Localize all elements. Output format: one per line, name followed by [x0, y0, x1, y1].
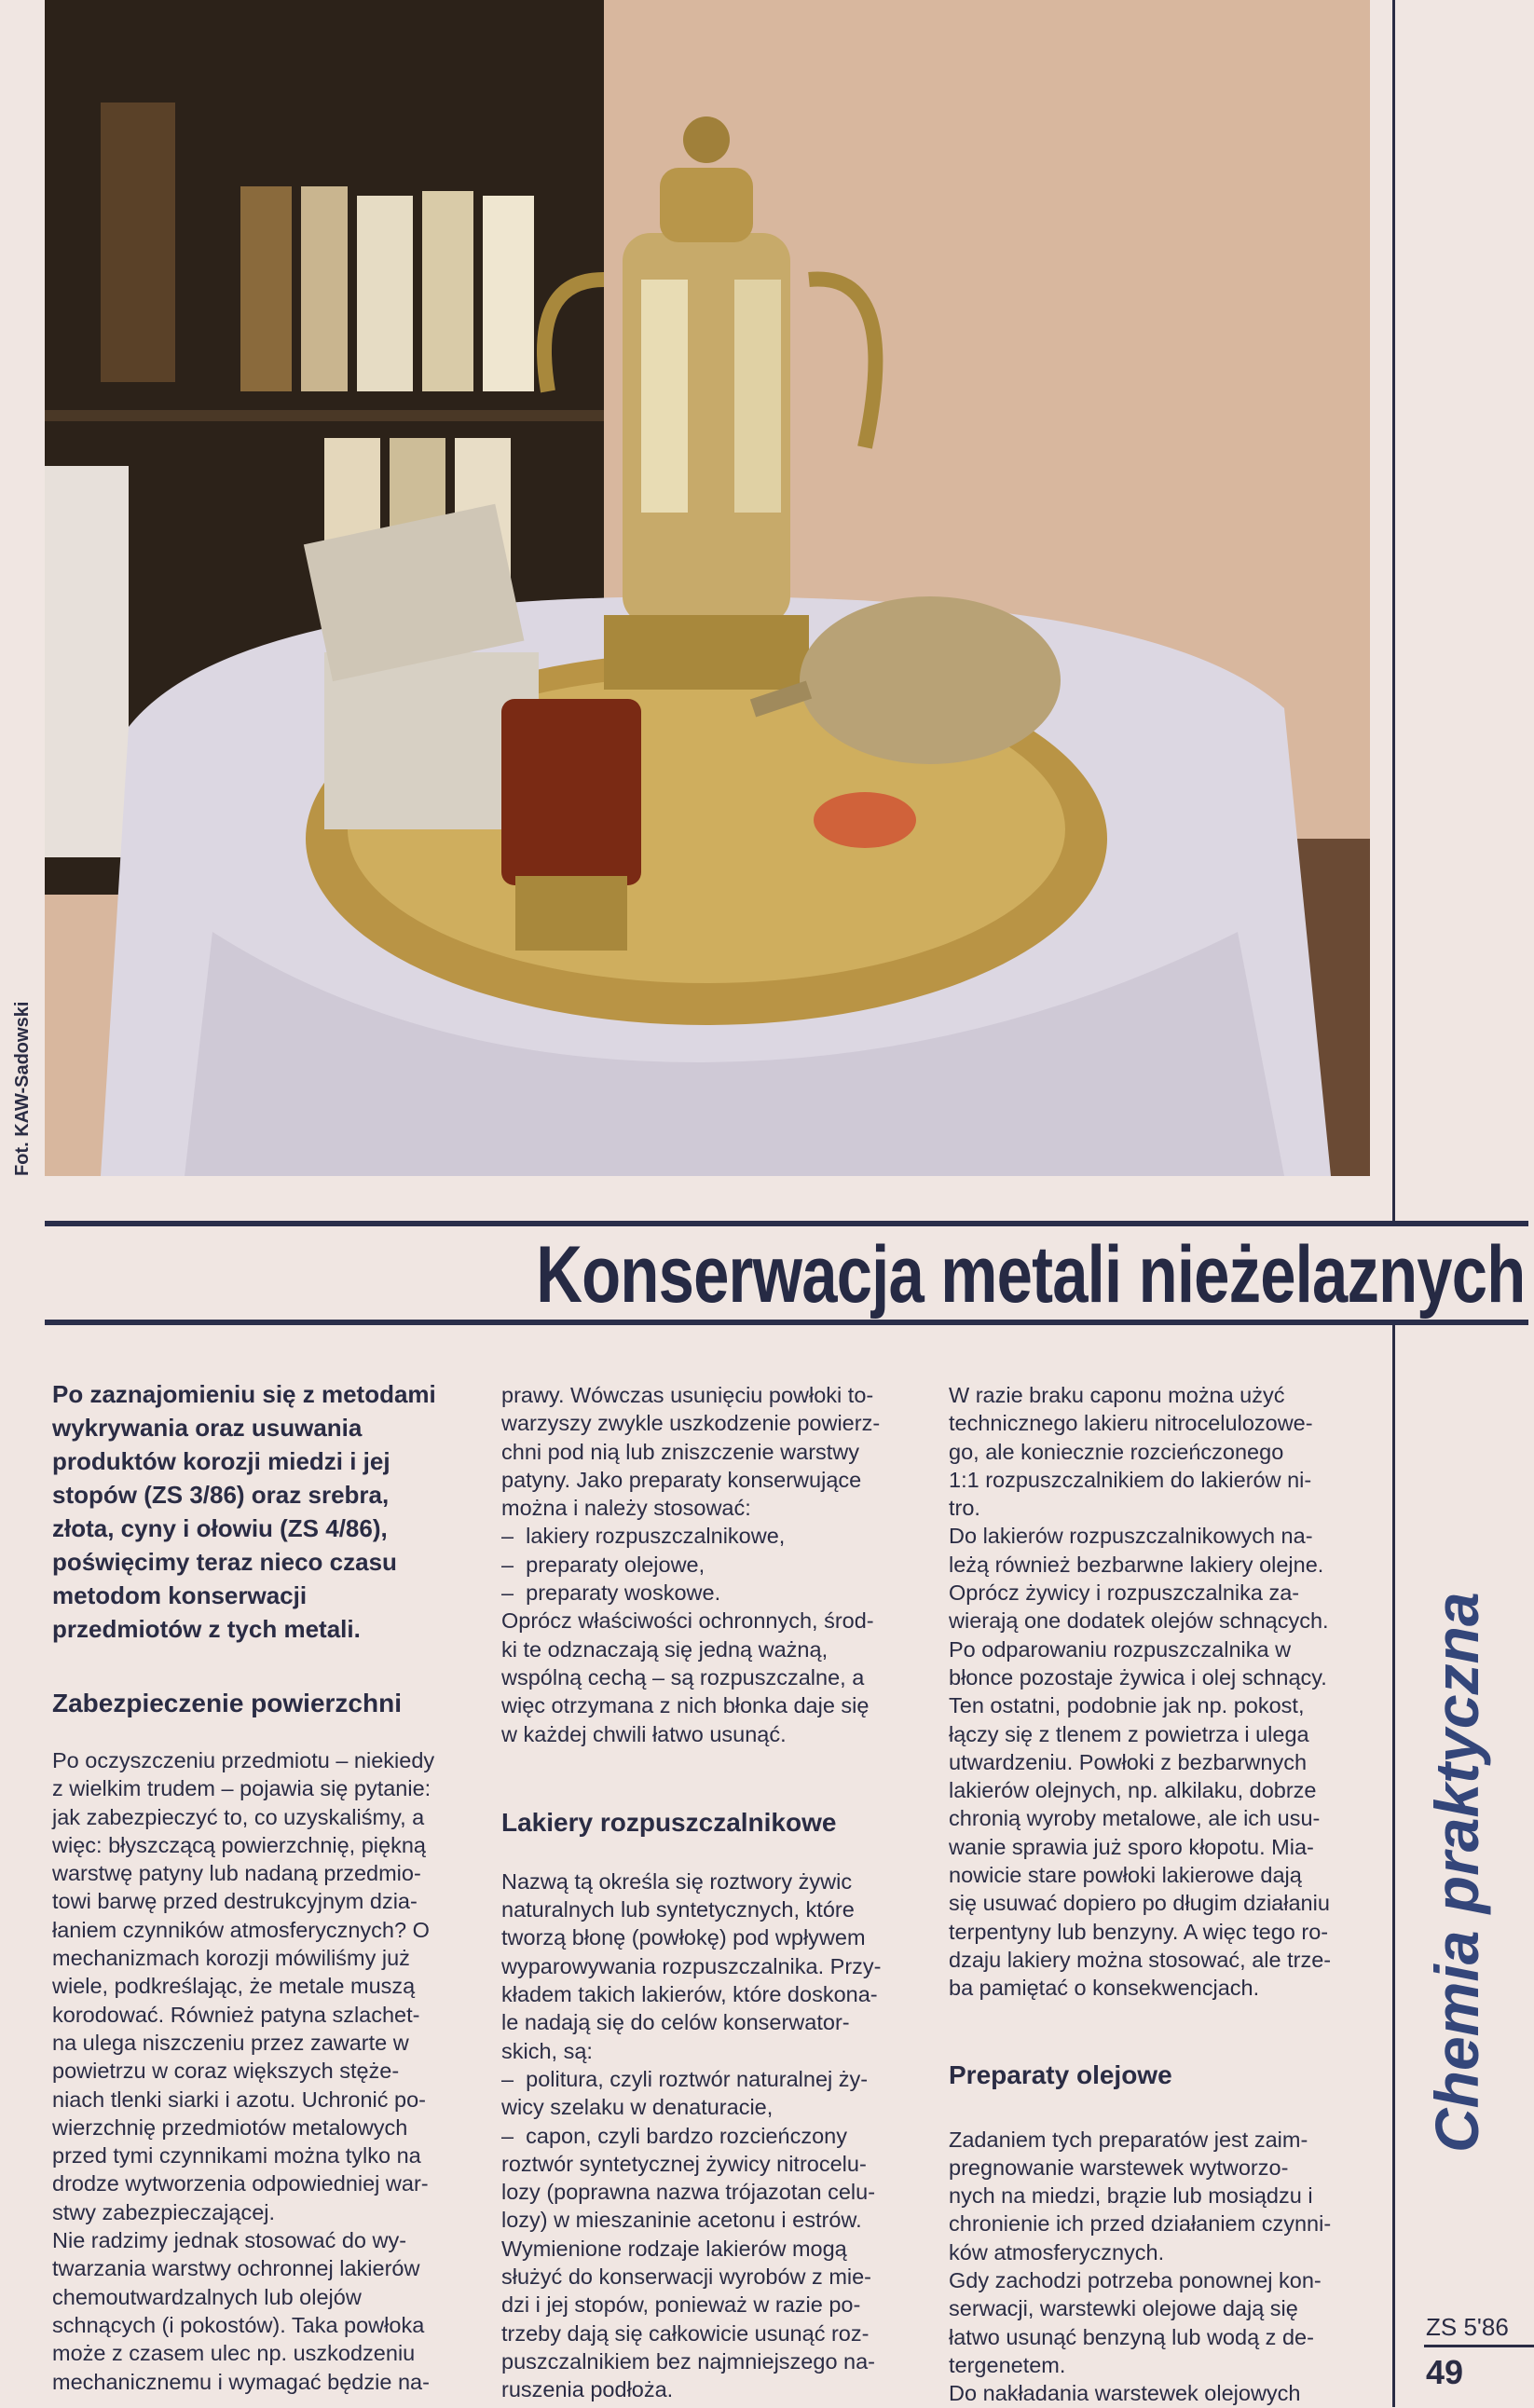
section-heading: Zabezpieczenie powierzchni — [52, 1689, 402, 1717]
paragraph: prawy. Wówczas usunięciu powłoki to- warzyszy zwykle uszkodzenie powierz- chni pod nią lub zniszczenie warstwy patyny. Jako preparaty konserwujące można i należy stosować: – lakiery rozpuszczalnikowe, – preparaty olejowe, – preparaty woskowe. Oprócz właściwości ochronnych, środ- ki te odznaczają się jedną ważną, wspólną cechą – są rozpuszczalne, a więc otrzymana z nich błonka daje się w każdej chwili łatwo usunąć. — [501, 1383, 881, 1746]
section-heading: Preparaty olejowe — [949, 2059, 1172, 2089]
margin-divider-bottom — [1392, 1323, 1395, 2407]
title-rule-top — [45, 1221, 1528, 1226]
column-3 — [949, 1381, 1377, 2408]
paragraph: W razie braku caponu można użyć technicznego lakieru nitrocelulozowe- go, ale koniecznie rozcieńczonego 1:1 rozpuszczalnikiem do lakierów ni- tro. Do lakierów rozpuszczalnikowych na- leżą również bezbarwne lakiery olejne. Oprócz żywicy i rozpuszczalnika za- wierają one dodatek olejów schnących. Po odparowaniu rozpuszczalnika w błonce pozostaje żywica i olej schnący. Ten ostatni, podobnie jak np. pokost, łączy się z tlenem z powietrza i ulega utwardzeniu. Powłoki z bezbarwnych lakierów olejnych, np. alkilaku, dobrze chronią wyroby metalowe, ale ich usu- wanie sprawia już sporo kłopotu. Mia- nowicie stare powłoki lakierowe dają się usuwać dopiero po długim działaniu terpentyny lub benzyny. A więc tego ro- dzaju lakiery można stosować, ale trze- ba pamiętać o konsekwencjach. — [949, 1383, 1332, 2001]
section-label: Chemia praktyczna — [1422, 1592, 1491, 2153]
section-heading: Lakiery rozpuszczalnikowe — [501, 1807, 837, 1837]
samovar-photo — [45, 0, 1370, 1176]
margin-divider-top — [1392, 0, 1395, 1223]
column-2 — [501, 1381, 930, 2404]
paragraph: Po oczyszczeniu przedmiotu – niekiedy z wielkim trudem – pojawia się pytanie: jak zabezpieczyć to, co uzyskaliśmy, a więc: błyszczącą powierzchnię, piękną warstwę patyny lub nadaną przedmio- towi barwę przed destrukcyjnym dzia- łaniem czynników atmosferycznych? O mechanizmach korozji mówiliśmy już wiele, podkreślając, że metale muszą korodować. Również patyna szlachet- na ulega niszczeniu przez zawarte w powietrzu w coraz większych stęże- niach tlenki siarki i azotu. Uchronić po- wierzchnię przedmiotów metalowych przed tymi czynnikami można tylko na drodze wytworzenia odpowiedniej war- stwy zabezpieczającej. — [52, 1748, 435, 2224]
article-lead: Po zaznajomieniu się z metodami wykrywania oraz usuwania produktów korozji miedzi i jej stopów (ZS 3/86) oraz srebra, złota, cyny i ołowiu (ZS 4/86), poświęcimy teraz nieco czasu metodom konserwacji przedmiotów z tych metali. — [52, 1380, 436, 1643]
paragraph: Nie radzimy jednak stosować do wy- twarzania warstwy ochronnej lakierów chemoutwardzalnych lub olejów schnących (i pokostów). Taka powłoka może z czasem ulec np. uszkodzeniu mechanicznemu i wymagać będzie na- — [52, 2228, 430, 2394]
paragraph: Nazwą tą określa się roztwory żywic naturalnych lub syntetycznych, które tworzą błonę (powłokę) pod wpływem wyparowywania rozpuszczalnika. Przy- kładem takich lakierów, które doskona- le nadają się do celów konserwator- skich, są: – politura, czyli roztwór naturalnej ży- wicy szelaku w denaturacie, – capon, czyli bardzo rozcieńczony roztwór syntetycznej żywicy nitrocelu- lozy (poprawna nazwa trójazotan celu- lozy) w mieszaninie acetonu i estrów. Wymienione rodzaje lakierów mogą służyć do konserwacji wyrobów z mie- dzi i jej stopów, ponieważ w razie po- trzeby dają się całkowicie usunąć roz- puszczalnikiem bez najmniejszego na- ruszenia podłoża. — [501, 1868, 882, 2402]
issue-rule — [1424, 2345, 1534, 2347]
paragraph: Zadaniem tych preparatów jest zaim- pregnowanie warstewek wytworzo- nych na miedzi, brązie lub mosiądzu i chronienie ich przed działaniem czynni- ków atmosferycznych. Gdy zachodzi potrzeba ponownej kon- serwacji, warstewki olejowe dają się łatwo usunąć benzyną lub wodą z de- tergenetem. Do nakładania warstewek olejowych — [949, 2127, 1332, 2406]
photo-credit: Fot. KAW-Sadowski — [12, 1001, 33, 1176]
curtain — [45, 466, 129, 857]
jam-dish — [814, 792, 916, 848]
tea-glass — [501, 699, 641, 951]
page-number: 49 — [1426, 2353, 1464, 2391]
issue-label: ZS 5'86 — [1426, 2313, 1509, 2341]
column-1 — [52, 1377, 481, 2396]
article-title: Konserwacja metali nieżelaznych — [535, 1230, 1525, 1320]
